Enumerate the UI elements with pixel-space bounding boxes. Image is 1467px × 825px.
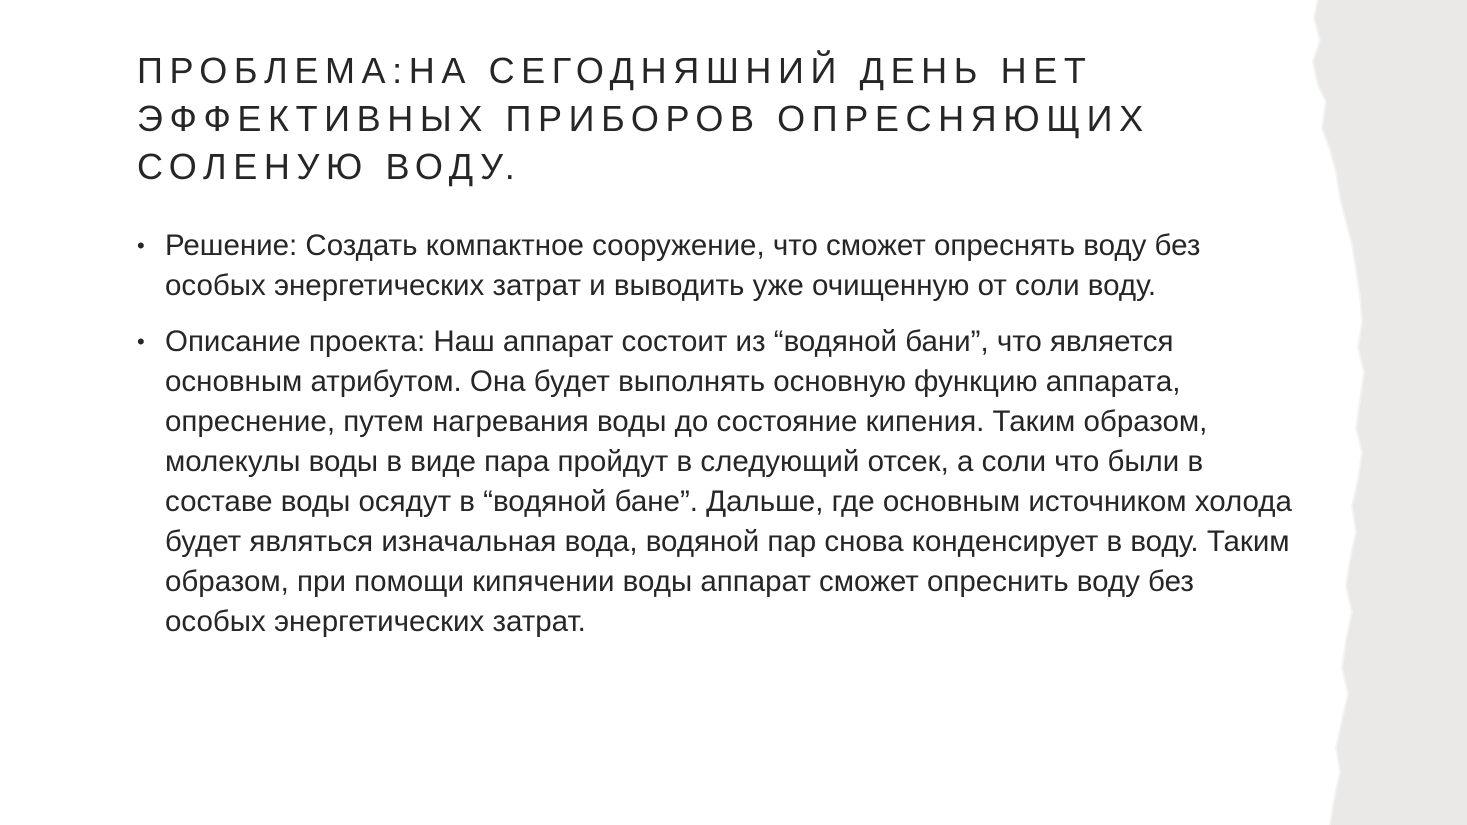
bullet-marker: • bbox=[137, 233, 145, 258]
slide-title: ПРОБЛЕМА:НА СЕГОДНЯШНИЙ ДЕНЬ НЕТ ЭФФЕКТИВНЫХ ПРИБОРОВ ОПРЕСНЯЮЩИХ СОЛЕНУЮ ВОДУ. bbox=[137, 50, 1150, 187]
bullet-item-description bbox=[137, 322, 1297, 642]
torn-paper-shape bbox=[1313, 0, 1467, 825]
bullet-text-description: Описание проекта: Наш аппарат состоит из “водяной бани”, что является основным атрибутом. Она будет выполнять основную функцию аппарата, опреснение, путем нагревания воды до состояние кипения. Таким образом, молекулы воды в виде пара пройдут в следующий отсек, а соли что были в составе воды осядут в “водяной бане”. Дальше, где основным источником холода будет являться изначальная вода, водяной пар снова конденсирует в воду. Таким образом, при помощи кипячении воды аппарат сможет опреснить воду без особых энергетических затрат. bbox=[165, 325, 1292, 638]
bullet-text-solution: Решение: Создать компактное сооружение, что сможет опреснять воду без особых энергетических затрат и выводить уже очищенную от соли воду. bbox=[165, 229, 1201, 302]
bullet-item-solution bbox=[137, 226, 1297, 306]
bullet-list bbox=[137, 226, 1297, 658]
bullet-marker: • bbox=[137, 329, 145, 354]
